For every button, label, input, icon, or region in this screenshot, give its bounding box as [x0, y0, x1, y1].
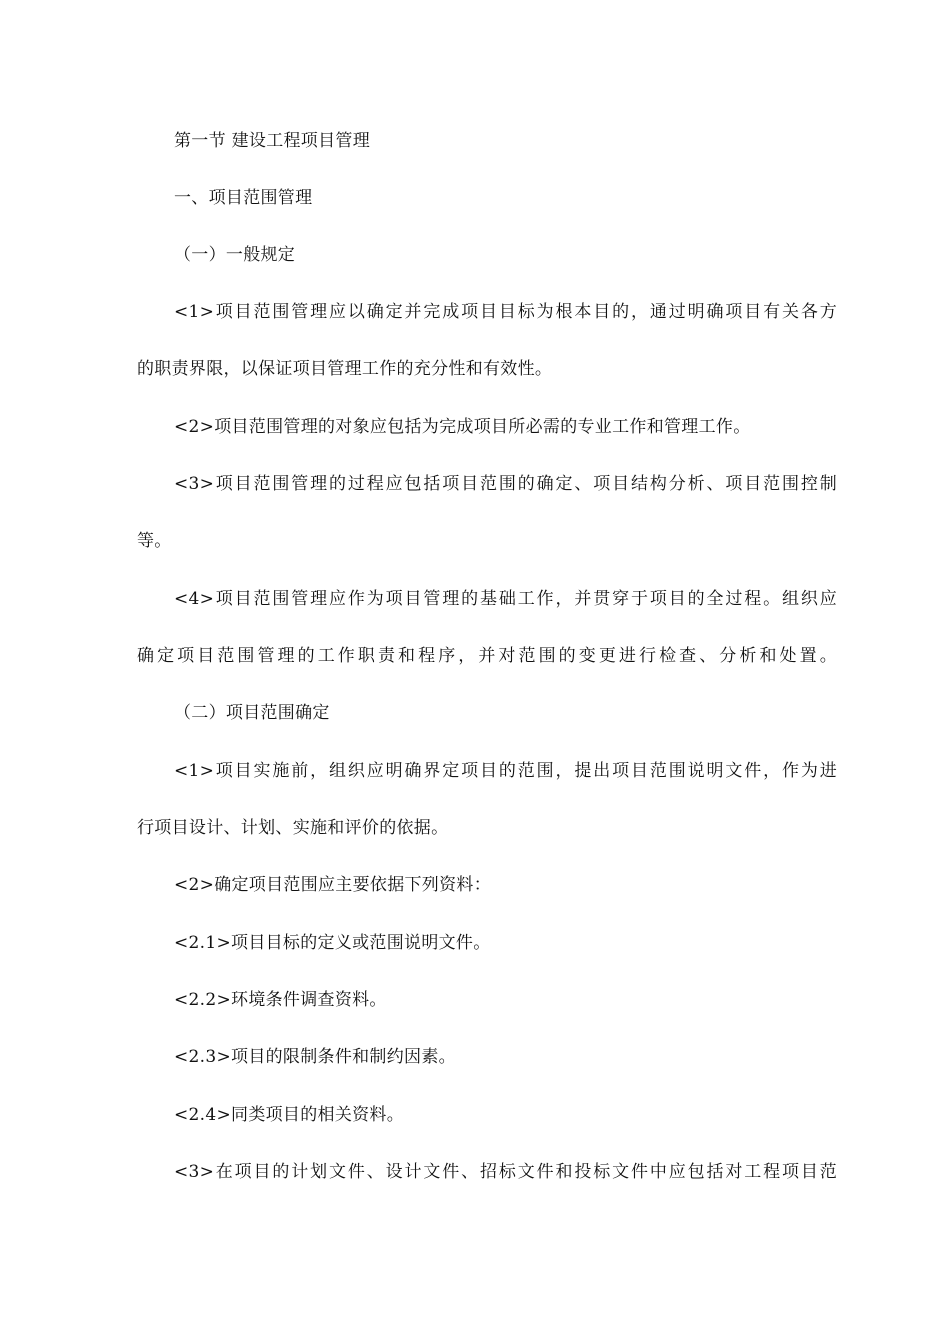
- paragraph-8: <2.2>环境条件调查资料。: [174, 990, 387, 1010]
- paragraph-9: <2.3>项目的限制条件和制约因素。: [174, 1047, 456, 1067]
- paragraph-6: <2>确定项目范围应主要依据下列资料：: [174, 875, 492, 895]
- paragraph-3-line-2: 等。: [137, 531, 172, 551]
- subheading-scope-definition: （二）项目范围确定: [174, 703, 330, 723]
- paragraph-2: <2>项目范围管理的对象应包括为完成项目所必需的专业工作和管理工作。: [174, 417, 751, 437]
- paragraph-5-line-1: <1>项目实施前，组织应明确界定项目的范围，提出项目范围说明文件，作为进: [174, 761, 837, 781]
- paragraph-1-line-1: <1>项目范围管理应以确定并完成项目目标为根本目的，通过明确项目有关各方: [174, 302, 837, 322]
- subheading-general-rules: （一）一般规定: [174, 245, 296, 265]
- paragraph-3-line-1: <3>项目范围管理的过程应包括项目范围的确定、项目结构分析、项目范围控制: [174, 474, 837, 494]
- section-title: 第一节 建设工程项目管理: [174, 131, 371, 151]
- paragraph-5-line-2: 行项目设计、计划、实施和评价的依据。: [137, 818, 449, 838]
- paragraph-10: <2.4>同类项目的相关资料。: [174, 1105, 405, 1125]
- heading-scope-management: 一、项目范围管理: [174, 188, 313, 208]
- paragraph-11-line-1: <3>在项目的计划文件、设计文件、招标文件和投标文件中应包括对工程项目范: [174, 1162, 837, 1182]
- paragraph-4-line-2: 确定项目范围管理的工作职责和程序，并对范围的变更进行检查、分析和处置。: [137, 646, 837, 666]
- paragraph-1-line-2: 的职责界限，以保证项目管理工作的充分性和有效性。: [137, 359, 553, 379]
- paragraph-4-line-1: <4>项目范围管理应作为项目管理的基础工作，并贯穿于项目的全过程。组织应: [174, 589, 837, 609]
- paragraph-7: <2.1>项目目标的定义或范围说明文件。: [174, 933, 491, 953]
